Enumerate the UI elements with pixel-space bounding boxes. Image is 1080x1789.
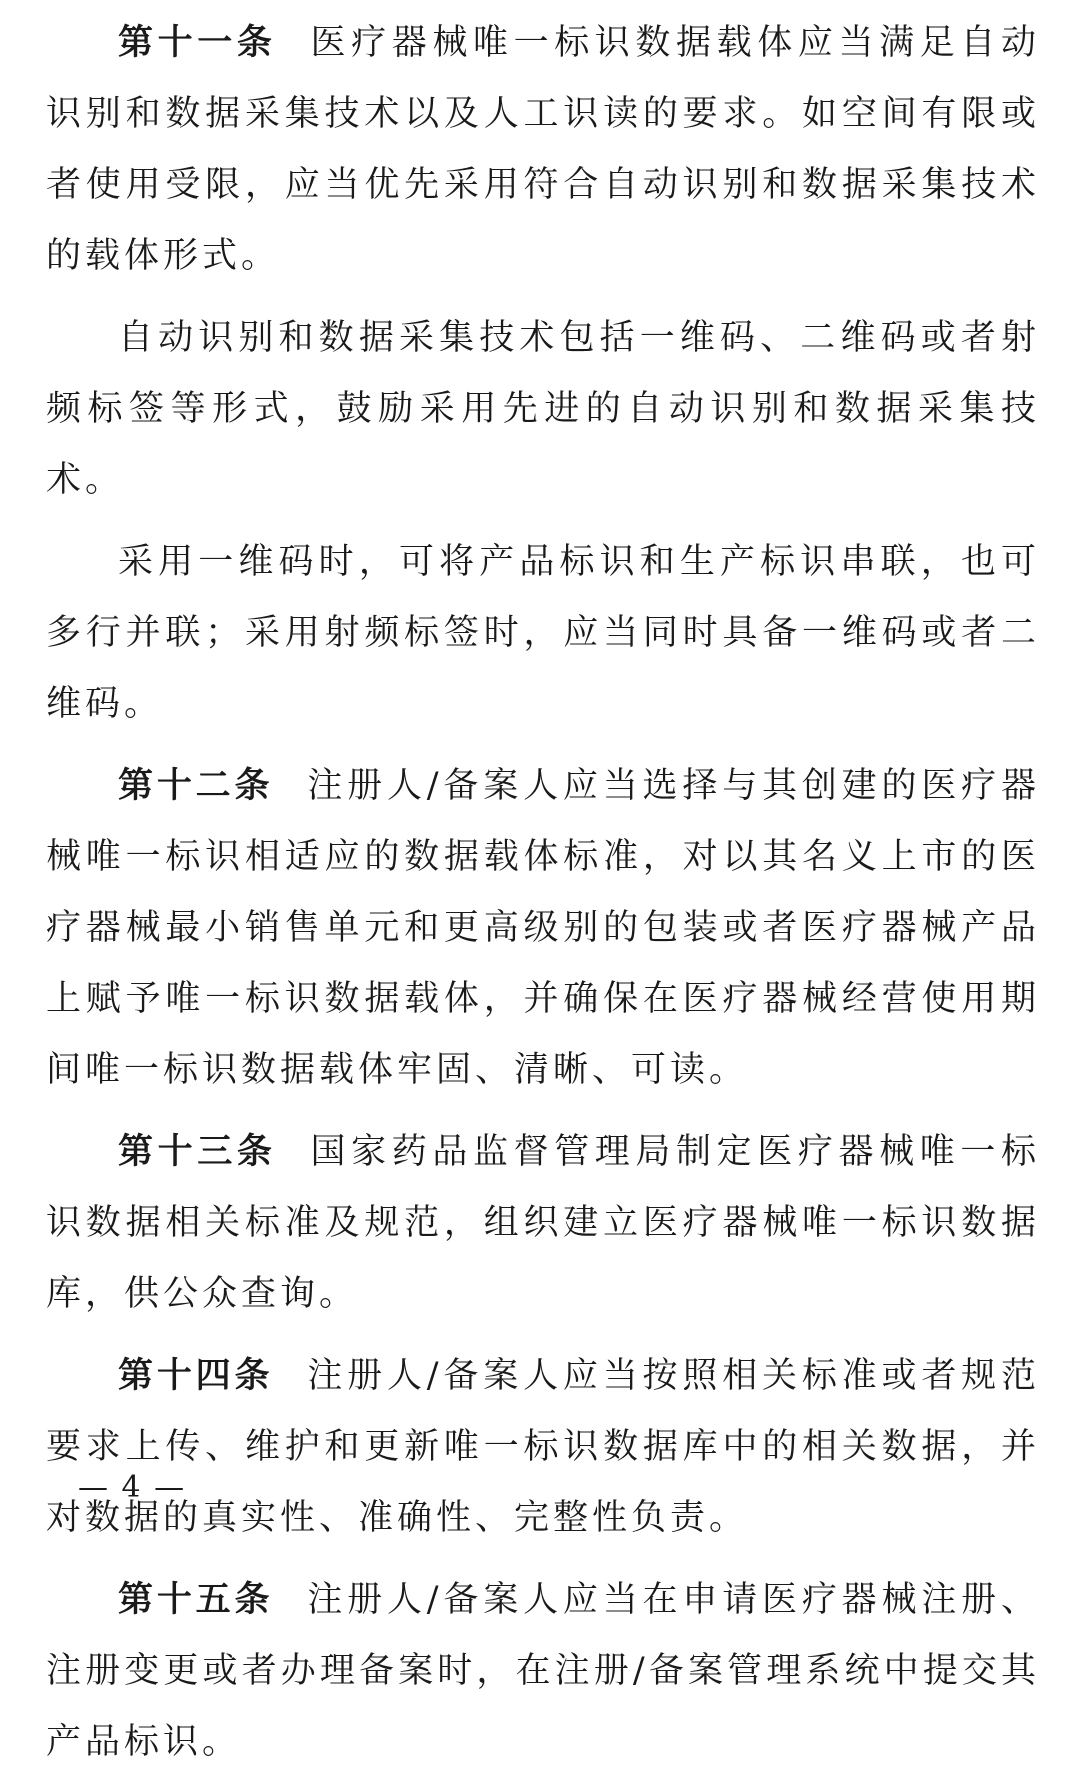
document-body (46, 8, 1040, 1789)
article-heading: 第十四条 (118, 1356, 274, 1396)
paragraph-article-11-part-2 (46, 303, 1040, 516)
paragraph-article-13 (46, 1117, 1040, 1330)
page-number: — 4 — (78, 1470, 187, 1505)
paragraph-article-11 (46, 8, 1040, 292)
paragraph-text: 国家药品监督管理局制定医疗器械唯一标识数据相关标准及规范，组织建立医疗器械唯一标识数据库，供公众查询。 (46, 1132, 1040, 1314)
paragraph-text: 注册人/备案人应当按照相关标准或者规范要求上传、维护和更新唯一标识数据库中的相关数据，并对数据的真实性、准确性、完整性负责。 (46, 1356, 1040, 1538)
paragraph-text: 采用一维码时，可将产品标识和生产标识串联，也可多行并联；采用射频标签时，应当同时具备一维码或者二维码。 (46, 542, 1040, 724)
paragraph-text: 注册人/备案人应当在申请医疗器械注册、注册变更或者办理备案时，在注册/备案管理系统中提交其产品标识。 (46, 1580, 1040, 1762)
article-heading: 第十二条 (118, 766, 274, 806)
paragraph-text: 自动识别和数据采集技术包括一维码、二维码或者射频标签等形式，鼓励采用先进的自动识别和数据采集技术。 (46, 318, 1040, 500)
paragraph-text: 医疗器械唯一标识数据载体应当满足自动识别和数据采集技术以及人工识读的要求。如空间有限或者使用受限，应当优先采用符合自动识别和数据采集技术的载体形式。 (46, 23, 1040, 276)
paragraph-text: 注册人/备案人应当选择与其创建的医疗器械唯一标识相适应的数据载体标准，对以其名义上市的医疗器械最小销售单元和更高级别的包装或者医疗器械产品上赋予唯一标识数据载体，并确保在医疗器械经营使用期间唯一标识数据载体牢固、清晰、可读。 (46, 766, 1040, 1090)
paragraph-article-12 (46, 751, 1040, 1106)
article-heading: 第十三条 (118, 1132, 277, 1172)
paragraph-article-15 (46, 1565, 1040, 1778)
paragraph-article-14 (46, 1341, 1040, 1554)
article-heading: 第十一条 (118, 23, 277, 63)
paragraph-article-11-part-3 (46, 527, 1040, 740)
article-heading: 第十五条 (118, 1580, 274, 1620)
